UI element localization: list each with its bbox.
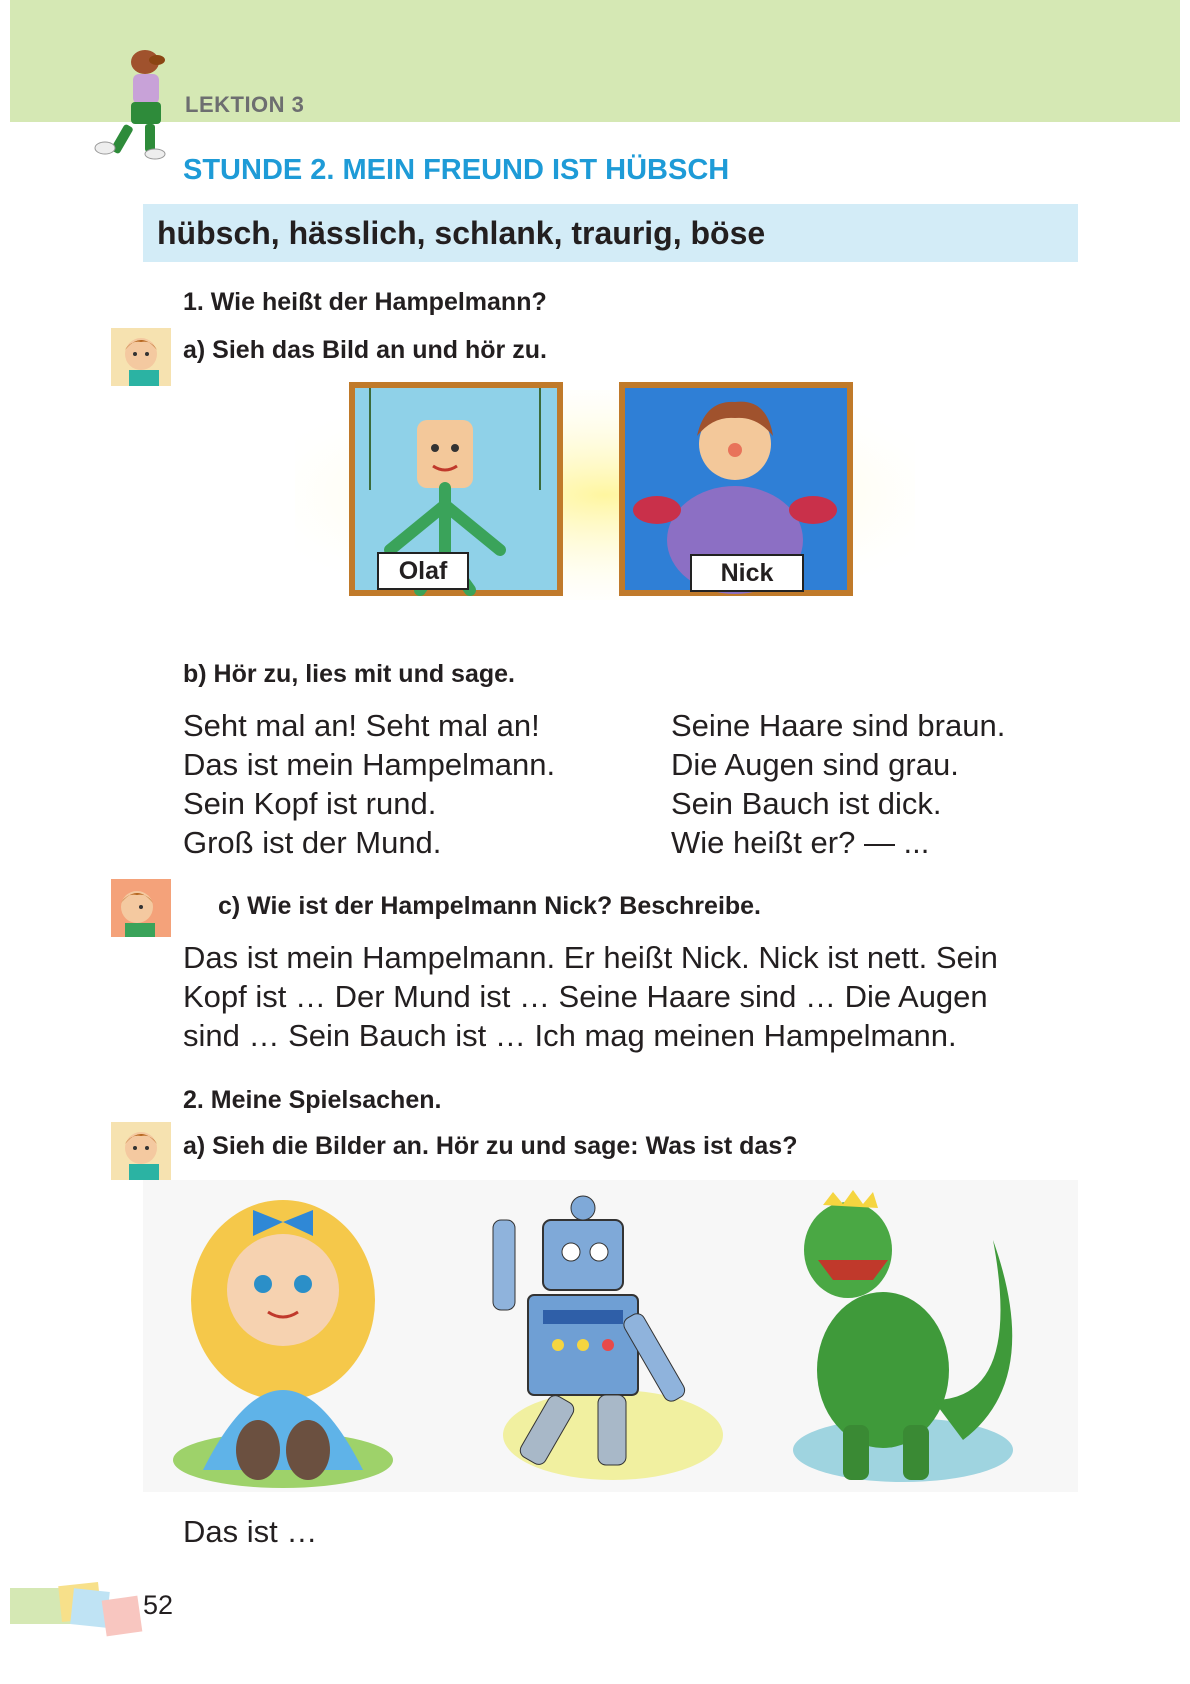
speak-icon bbox=[111, 879, 171, 937]
page-number: 52 bbox=[143, 1590, 174, 1620]
poem-line: Seht mal an! Seht mal an! bbox=[183, 708, 540, 743]
exercise-2a-instruction: a) Sieh die Bilder an. Hör zu und sage: Was ist das? bbox=[183, 1132, 798, 1160]
exercise-1c-text bbox=[183, 938, 1103, 1055]
poem-line: Sein Bauch ist dick. bbox=[671, 786, 942, 821]
listen-icon bbox=[111, 1122, 171, 1180]
exercise-1b-instruction: b) Hör zu, lies mit und sage. bbox=[183, 660, 515, 688]
dog-mascot-illustration bbox=[85, 40, 175, 160]
lesson-label: LEKTION 3 bbox=[185, 92, 305, 117]
poem-line: Sein Kopf ist rund. bbox=[183, 786, 437, 821]
paragraph-line: Kopf ist … Der Mund ist … Seine Haare sind … Die Augen bbox=[183, 979, 988, 1014]
poem-line: Das ist mein Hampelmann. bbox=[183, 747, 556, 782]
exercise-2-heading: 2. Meine Spielsachen. bbox=[183, 1086, 442, 1114]
poem-line: Die Augen sind grau. bbox=[671, 747, 959, 782]
exercise-1-heading: 1. Wie heißt der Hampelmann? bbox=[183, 288, 547, 316]
exercise-1c-instruction: c) Wie ist der Hampelmann Nick? Beschreibe. bbox=[218, 892, 762, 920]
poem-left-column bbox=[183, 706, 555, 862]
poem-line: Groß ist der Mund. bbox=[183, 825, 442, 860]
listen-icon bbox=[111, 328, 171, 386]
paragraph-line: sind … Sein Bauch ist … Ich mag meinen Hampelmann. bbox=[183, 1018, 957, 1053]
poem-line: Wie heißt er? — ... bbox=[671, 825, 930, 860]
toy-pictures bbox=[143, 1180, 1078, 1492]
footer-decoration bbox=[10, 1580, 150, 1640]
exercise-1a-instruction: a) Sieh das Bild an und hör zu. bbox=[183, 336, 547, 364]
exercise-2-answer: Das ist … bbox=[183, 1514, 318, 1549]
puppet-label-nick: Nick bbox=[690, 554, 804, 592]
vocab-list: hübsch, hässlich, schlank, traurig, böse bbox=[157, 215, 766, 251]
poem-right-column bbox=[671, 706, 1005, 862]
lesson-title: STUNDE 2. MEIN FREUND IST HÜBSCH bbox=[183, 154, 730, 186]
poem-line: Seine Haare sind braun. bbox=[671, 708, 1006, 743]
paragraph-line: Das ist mein Hampelmann. Er heißt Nick. Nick ist nett. Sein bbox=[183, 940, 998, 975]
puppet-label-olaf: Olaf bbox=[377, 552, 469, 590]
